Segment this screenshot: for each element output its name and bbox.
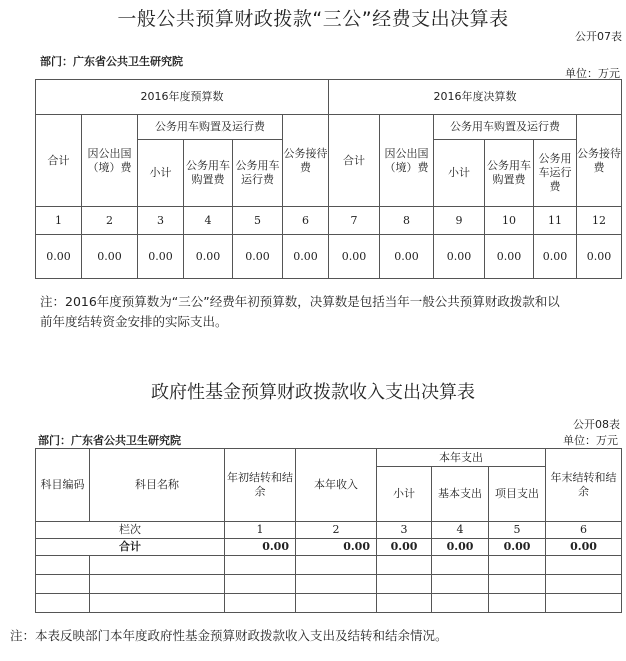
col-number: 7 xyxy=(329,207,380,235)
table1-department: 部门：广东省公共卫生研究院 xyxy=(40,55,183,68)
header-reception: 公务接待费 xyxy=(283,115,329,207)
table2-form-no: 公开08表 xyxy=(573,418,620,431)
total-label: 合计 xyxy=(36,539,225,556)
value-cell: 0.00 xyxy=(380,235,434,279)
header-purchase: 公务用车购置费 xyxy=(485,140,534,207)
table2-department: 部门：广东省公共卫生研究院 xyxy=(38,434,181,447)
empty-cell xyxy=(546,556,622,575)
value-cell: 0.00 xyxy=(184,235,233,279)
value-cell: 0.00 xyxy=(434,235,485,279)
table-row xyxy=(36,594,622,613)
total-value: 0.00 xyxy=(377,539,432,556)
col-number: 4 xyxy=(184,207,233,235)
header-total: 合计 xyxy=(329,115,380,207)
empty-cell xyxy=(377,594,432,613)
empty-cell xyxy=(225,594,296,613)
table-row xyxy=(36,575,622,594)
header-project: 项目支出 xyxy=(489,467,546,522)
col-number: 8 xyxy=(380,207,434,235)
header-closing: 年末结转和结余 xyxy=(546,449,622,522)
empty-cell xyxy=(90,556,225,575)
header-vehicle: 公务用车购置及运行费 xyxy=(434,115,577,140)
col-number: 1 xyxy=(225,522,296,539)
table2-note: 注：本表反映部门本年度政府性基金预算财政拨款收入支出及结转和结余情况。 xyxy=(10,628,448,643)
total-value: 0.00 xyxy=(432,539,489,556)
header-vehicle: 公务用车购置及运行费 xyxy=(138,115,283,140)
empty-cell xyxy=(36,575,90,594)
empty-cell xyxy=(489,594,546,613)
empty-cell xyxy=(225,556,296,575)
header-operation: 公务用车运行费 xyxy=(534,140,577,207)
table2 xyxy=(35,448,622,613)
header-abroad: 因公出国（境）费 xyxy=(82,115,138,207)
table1-note-line1: 注：2016年度预算数为“三公”经费年初预算数，决算数是包括当年一般公共预算财政拨款和以 xyxy=(40,294,560,309)
empty-cell xyxy=(432,575,489,594)
empty-cell xyxy=(90,575,225,594)
col-number: 3 xyxy=(377,522,432,539)
total-value: 0.00 xyxy=(296,539,377,556)
header-code: 科目编码 xyxy=(36,449,90,522)
value-cell: 0.00 xyxy=(233,235,283,279)
col-number: 12 xyxy=(577,207,622,235)
value-cell: 0.00 xyxy=(577,235,622,279)
empty-cell xyxy=(377,575,432,594)
row-label: 栏次 xyxy=(36,522,225,539)
empty-cell xyxy=(36,594,90,613)
empty-cell xyxy=(296,556,377,575)
empty-cell xyxy=(90,594,225,613)
col-number: 3 xyxy=(138,207,184,235)
header-name: 科目名称 xyxy=(90,449,225,522)
final-header: 2016年度决算数 xyxy=(329,80,622,115)
col-number: 11 xyxy=(534,207,577,235)
table1-title: 一般公共预算财政拨款“三公”经费支出决算表 xyxy=(117,8,509,30)
col-number: 4 xyxy=(432,522,489,539)
empty-cell xyxy=(296,575,377,594)
col-number: 2 xyxy=(82,207,138,235)
total-value: 0.00 xyxy=(546,539,622,556)
table1-unit: 单位：万元 xyxy=(565,67,620,80)
table2-unit: 单位：万元 xyxy=(563,434,618,447)
empty-cell xyxy=(546,594,622,613)
table1-note xyxy=(40,292,624,332)
header-subtotal: 小计 xyxy=(377,467,432,522)
total-value: 0.00 xyxy=(225,539,296,556)
empty-cell xyxy=(432,556,489,575)
header-purchase: 公务用车购置费 xyxy=(184,140,233,207)
header-total: 合计 xyxy=(36,115,82,207)
header-subtotal: 小计 xyxy=(138,140,184,207)
header-subtotal: 小计 xyxy=(434,140,485,207)
table1 xyxy=(35,79,622,279)
value-cell: 0.00 xyxy=(485,235,534,279)
col-number: 6 xyxy=(283,207,329,235)
value-cell: 0.00 xyxy=(534,235,577,279)
header-abroad: 因公出国（境）费 xyxy=(380,115,434,207)
header-opening: 年初结转和结余 xyxy=(225,449,296,522)
value-cell: 0.00 xyxy=(138,235,184,279)
header-reception: 公务接待费 xyxy=(577,115,622,207)
table-row xyxy=(36,556,622,575)
col-number: 6 xyxy=(546,522,622,539)
empty-cell xyxy=(377,556,432,575)
header-basic: 基本支出 xyxy=(432,467,489,522)
col-number: 9 xyxy=(434,207,485,235)
col-number: 5 xyxy=(489,522,546,539)
col-number: 1 xyxy=(36,207,82,235)
value-cell: 0.00 xyxy=(283,235,329,279)
empty-cell xyxy=(296,594,377,613)
header-income: 本年收入 xyxy=(296,449,377,522)
table1-form-no: 公开07表 xyxy=(575,30,622,43)
header-expense: 本年支出 xyxy=(377,449,546,467)
value-cell: 0.00 xyxy=(82,235,138,279)
table2-title: 政府性基金预算财政拨款收入支出决算表 xyxy=(151,382,475,403)
empty-cell xyxy=(489,556,546,575)
budget-header: 2016年度预算数 xyxy=(36,80,329,115)
total-value: 0.00 xyxy=(489,539,546,556)
empty-cell xyxy=(489,575,546,594)
value-cell: 0.00 xyxy=(329,235,380,279)
empty-cell xyxy=(432,594,489,613)
value-cell: 0.00 xyxy=(36,235,82,279)
col-number: 5 xyxy=(233,207,283,235)
header-operation: 公务用车运行费 xyxy=(233,140,283,207)
empty-cell xyxy=(225,575,296,594)
col-number: 2 xyxy=(296,522,377,539)
empty-cell xyxy=(36,556,90,575)
empty-cell xyxy=(546,575,622,594)
table1-note-line2: 前年度结转资金安排的实际支出。 xyxy=(40,314,228,329)
col-number: 10 xyxy=(485,207,534,235)
